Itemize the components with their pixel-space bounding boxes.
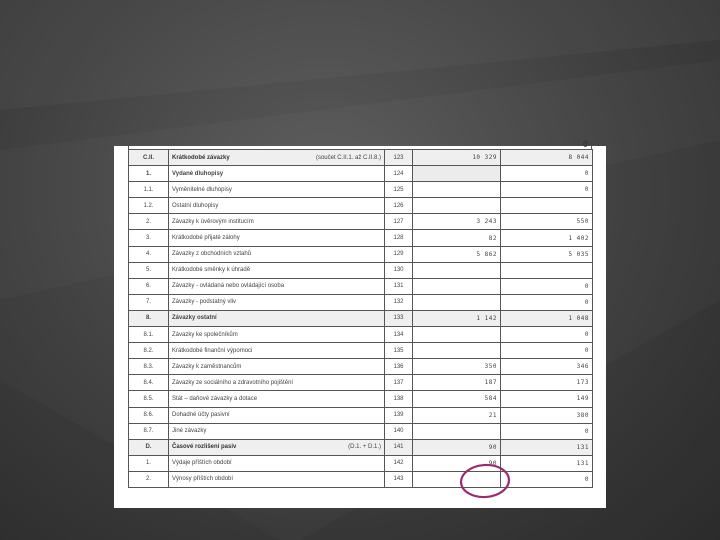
table-row: [129, 246, 593, 262]
row-number: 123: [385, 150, 413, 166]
row-code: 8.: [129, 310, 169, 326]
prior-period-value: 0: [501, 166, 593, 182]
row-code: 8.1.: [129, 327, 169, 343]
table-row: [129, 150, 593, 166]
row-code: 8.2.: [129, 343, 169, 359]
current-period-value: [413, 198, 501, 214]
current-period-value: [413, 343, 501, 359]
row-name-text: Časové rozlišení pasiv: [172, 444, 237, 451]
table-row: [129, 423, 593, 439]
row-code: 7.: [129, 294, 169, 310]
row-number: 130: [385, 262, 413, 278]
row-name: Závazky z obchodních vztahů: [169, 246, 385, 262]
current-period-value: 584: [413, 391, 501, 407]
row-name-text: Krátkodobé závazky: [172, 154, 230, 161]
table-row: [129, 391, 593, 407]
current-period-value: 187: [413, 375, 501, 391]
row-number: 135: [385, 343, 413, 359]
row-number: 124: [385, 166, 413, 182]
row-note: (součet C.II.1. až C.II.8.): [315, 154, 381, 161]
prior-period-value: 5 035: [501, 246, 593, 262]
row-name: Závazky - ovládaná nebo ovládající osoba: [169, 278, 385, 294]
current-period-value: [413, 471, 501, 487]
row-name: Stát – daňové závazky a dotace: [169, 391, 385, 407]
row-number: 136: [385, 359, 413, 375]
row-name: Výdaje příštích období: [169, 455, 385, 471]
row-code: 2.: [129, 214, 169, 230]
prior-period-value: 131: [501, 455, 593, 471]
row-name: Ostatní dluhopisy: [169, 198, 385, 214]
row-number: 132: [385, 294, 413, 310]
row-name: Závazky k zaměstnancům: [169, 359, 385, 375]
current-period-value: 90: [413, 455, 501, 471]
current-period-value: [413, 294, 501, 310]
row-number: 133: [385, 310, 413, 326]
table-row: [129, 439, 593, 455]
row-number: 127: [385, 214, 413, 230]
table-row: [129, 471, 593, 487]
row-name: Výnosy příštích období: [169, 471, 385, 487]
row-name: [169, 150, 385, 166]
row-name: Vydané dluhopisy: [169, 166, 385, 182]
row-number: 143: [385, 471, 413, 487]
row-code: 8.3.: [129, 359, 169, 375]
current-period-value: [413, 166, 501, 182]
current-period-value: 3 243: [413, 214, 501, 230]
prior-period-value: [501, 262, 593, 278]
row-number: 128: [385, 230, 413, 246]
table-row: [129, 407, 593, 423]
current-period-value: 21: [413, 407, 501, 423]
table-row: [129, 230, 593, 246]
prior-period-value: 550: [501, 214, 593, 230]
table-row: [129, 182, 593, 198]
row-number: 137: [385, 375, 413, 391]
row-number: 131: [385, 278, 413, 294]
liabilities-table: [128, 149, 593, 488]
row-code: 1.2.: [129, 198, 169, 214]
row-code: 1.: [129, 455, 169, 471]
row-name: [169, 439, 385, 455]
prior-period-value: 1 048: [501, 310, 593, 326]
row-number: 125: [385, 182, 413, 198]
current-period-value: 10 329: [413, 150, 501, 166]
table-row: [129, 375, 593, 391]
prior-period-value: 149: [501, 391, 593, 407]
row-name: Závazky ze sociálního a zdravotního pojištění: [169, 375, 385, 391]
row-number: 142: [385, 455, 413, 471]
row-name: Závazky ke společníkům: [169, 327, 385, 343]
row-number: 139: [385, 407, 413, 423]
table-row: [129, 294, 593, 310]
current-period-value: 350: [413, 359, 501, 375]
prior-period-value: 0: [501, 343, 593, 359]
current-period-value: 90: [413, 439, 501, 455]
table-row: [129, 166, 593, 182]
prior-period-value: 1 402: [501, 230, 593, 246]
row-name: Vyměnitelné dluhopisy: [169, 182, 385, 198]
prior-period-value: [501, 198, 593, 214]
row-code: 6.: [129, 278, 169, 294]
prior-period-value: 0: [501, 182, 593, 198]
row-number: 141: [385, 439, 413, 455]
table-row: [129, 310, 593, 326]
table-row: [129, 359, 593, 375]
prior-period-value: 0: [501, 294, 593, 310]
table-row: [129, 278, 593, 294]
row-number: 134: [385, 327, 413, 343]
row-number: 140: [385, 423, 413, 439]
prior-period-value: 173: [501, 375, 593, 391]
row-code: 2.: [129, 471, 169, 487]
prior-period-value: 0: [501, 423, 593, 439]
row-code: C.II.: [129, 150, 169, 166]
liabilities-table-body: [129, 150, 593, 488]
current-period-value: [413, 327, 501, 343]
table-row: [129, 455, 593, 471]
table-row: [129, 262, 593, 278]
current-period-value: 82: [413, 230, 501, 246]
row-name: Jiné závazky: [169, 423, 385, 439]
row-name: Závazky - podstatný vliv: [169, 294, 385, 310]
row-code: 1.1.: [129, 182, 169, 198]
row-name: Dohadné účty pasivní: [169, 407, 385, 423]
row-code: 8.7.: [129, 423, 169, 439]
current-period-value: [413, 423, 501, 439]
row-note: (D.1. + D.1.): [348, 444, 381, 451]
row-code: 1.: [129, 166, 169, 182]
row-name: Krátkodobé přijaté zálohy: [169, 230, 385, 246]
current-period-value: 5 862: [413, 246, 501, 262]
prior-period-value: 131: [501, 439, 593, 455]
table-row: [129, 327, 593, 343]
row-number: 129: [385, 246, 413, 262]
row-code: 5.: [129, 262, 169, 278]
row-name: Krátkodobé směnky k úhradě: [169, 262, 385, 278]
current-period-value: 1 142: [413, 310, 501, 326]
row-number: 138: [385, 391, 413, 407]
row-name: Krátkodobé finanční výpomoci: [169, 343, 385, 359]
row-code: D.: [129, 439, 169, 455]
table-row: [129, 343, 593, 359]
row-code: 8.6.: [129, 407, 169, 423]
top-cut-value: 0: [582, 140, 588, 150]
row-name: Závazky k úvěrovým institucím: [169, 214, 385, 230]
balance-sheet-image: [114, 140, 606, 508]
current-period-value: [413, 278, 501, 294]
row-name: Závazky ostatní: [169, 310, 385, 326]
row-code: 8.4.: [129, 375, 169, 391]
table-row: [129, 214, 593, 230]
prior-period-value: 0: [501, 471, 593, 487]
current-period-value: [413, 182, 501, 198]
row-code: 8.5.: [129, 391, 169, 407]
current-period-value: [413, 262, 501, 278]
row-number: 126: [385, 198, 413, 214]
row-code: 4.: [129, 246, 169, 262]
table-row: [129, 198, 593, 214]
prior-period-value: 380: [501, 407, 593, 423]
prior-period-value: 0: [501, 278, 593, 294]
row-code: 3.: [129, 230, 169, 246]
prior-period-value: 346: [501, 359, 593, 375]
prior-period-value: 0: [501, 327, 593, 343]
prior-period-value: 8 044: [501, 150, 593, 166]
